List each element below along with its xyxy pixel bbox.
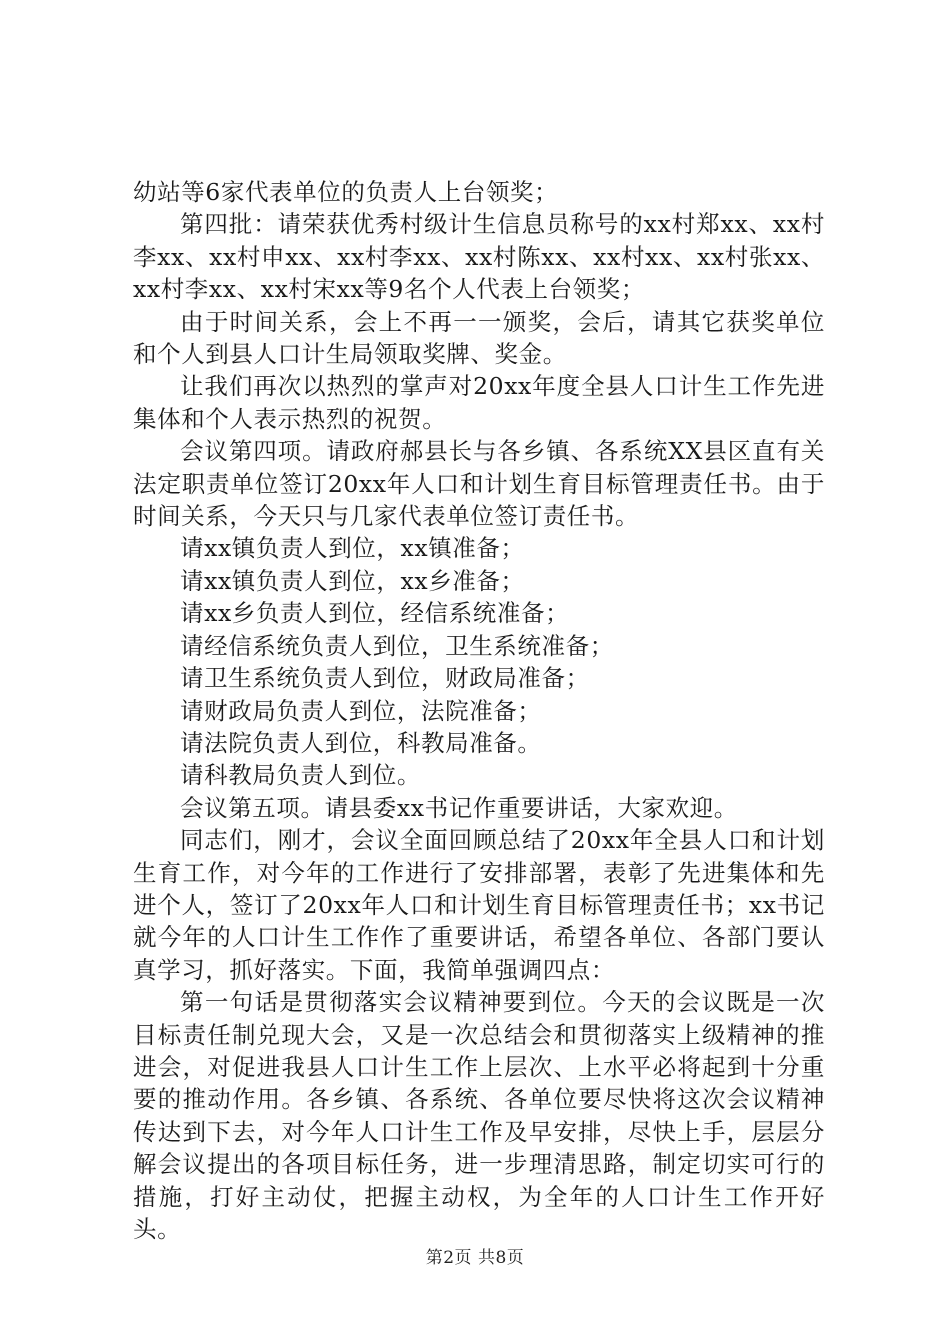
paragraph-2: 第四批：请荣获优秀村级计生信息员称号的xx村郑xx、xx村李xx、xx村申xx、xx村李xx、xx村陈xx、xx村xx、xx村张xx、xx村李xx、xx村宋xx等9名个人代表上台领奖；	[133, 210, 825, 304]
paragraph-4: 让我们再次以热烈的掌声对20xx年度全县人口计生工作先进集体和个人表示热烈的祝贺。	[133, 372, 825, 433]
paragraph-16: 第一句话是贯彻落实会议精神要到位。今天的会议既是一次目标责任制兑现大会，又是一次总结会和贯彻落实上级精神的推进会，对促进我县人口计生工作上层次、上水平必将起到十分重要的推动作用。各乡镇、各系统、各单位要尽快将这次会议精神传达到下去，对今年人口计生工作及早安排，尽快上手，层层分解会议提出的各项目标任务，进一步理清思路，制定切实可行的措施，打好主动仗，把握主动权，为全年的人口计生工作开好头。	[133, 988, 825, 1243]
paragraph-3: 由于时间关系，会上不再一一颁奖，会后，请其它获奖单位和个人到县人口计生局领取奖牌、奖金。	[133, 307, 825, 369]
paragraph-6: 请xx镇负责人到位，xx镇准备；	[180, 534, 525, 563]
page-number-footer: 第2页 共8页	[425, 1248, 525, 1268]
paragraph-10: 请卫生系统负责人到位，财政局准备；	[180, 664, 590, 693]
paragraph-13: 请科教局负责人到位。	[180, 761, 421, 790]
paragraph-9: 请经信系统负责人到位，卫生系统准备；	[180, 631, 614, 660]
document-body	[133, 176, 825, 1245]
paragraph-5: 会议第四项。请政府郝县长与各乡镇、各系统XX县区直有关法定职责单位签订20xx年人口和计划生育目标管理责任书。由于时间关系，今天只与几家代表单位签订责任书。	[133, 437, 825, 531]
paragraph-11: 请财政局负责人到位，法院准备；	[180, 696, 542, 725]
paragraph-15: 同志们，刚才，会议全面回顾总结了20xx年全县人口和计划生育工作，对今年的工作进行了安排部署，表彰了先进集体和先进个人，签订了20xx年人口和计划生育目标管理责任书；xx书记就今年的人口计生工作作了重要讲话，希望各单位、各部门要认真学习，抓好落实。下面，我简单强调四点：	[133, 826, 825, 984]
paragraph-12: 请法院负责人到位，科教局准备。	[180, 728, 542, 757]
paragraph-8: 请xx乡负责人到位，经信系统准备；	[180, 599, 570, 628]
paragraph-1: 幼站等6家代表单位的负责人上台领奖；	[133, 178, 559, 206]
paragraph-7: 请xx镇负责人到位，xx乡准备；	[180, 566, 525, 595]
paragraph-14: 会议第五项。请县委xx书记作重要讲话，大家欢迎。	[180, 793, 738, 822]
